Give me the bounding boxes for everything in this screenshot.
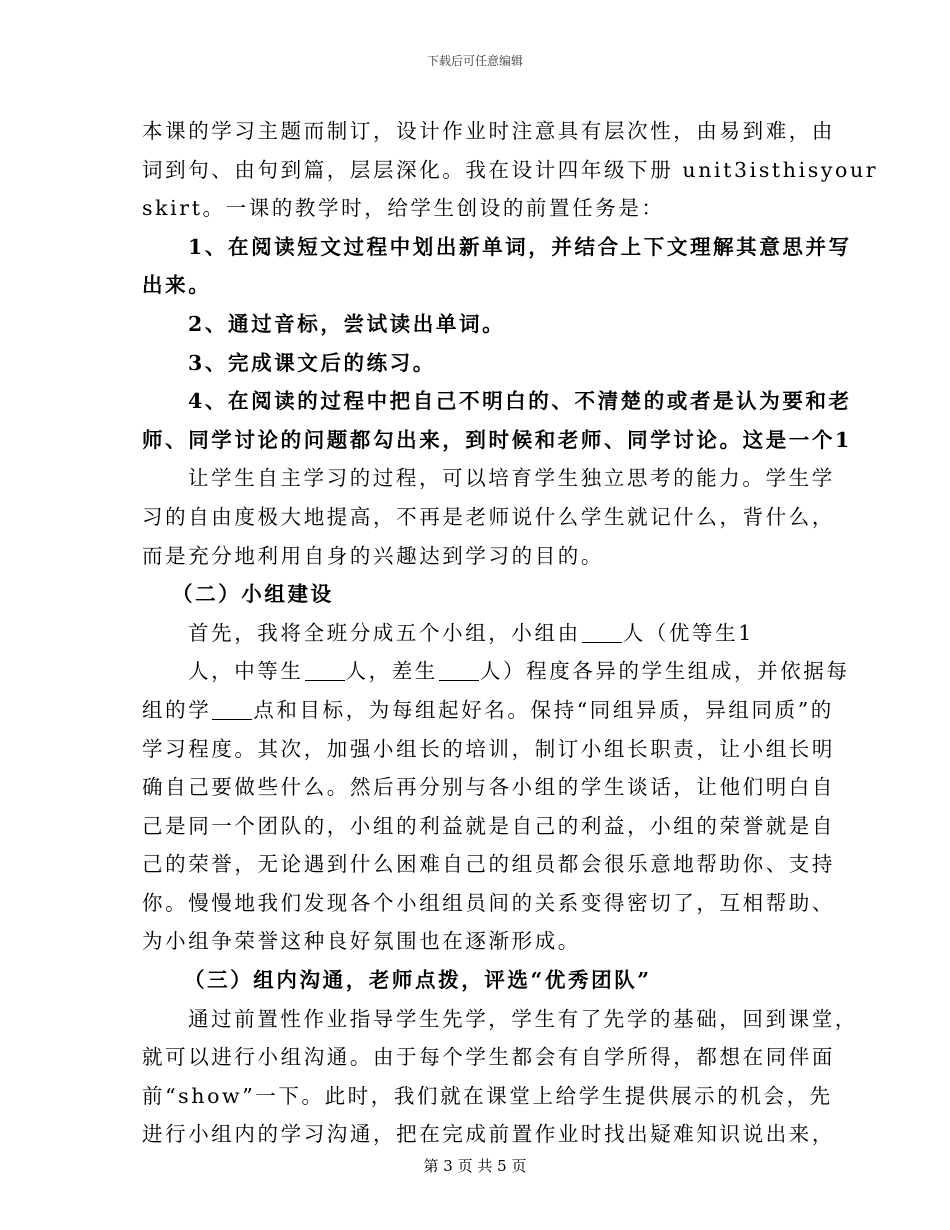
paragraph-line: 通过前置性作业指导学生先学，学生有了先学的基础，回到课堂， <box>188 1006 858 1031</box>
paragraph-line: 为小组争荣誉这种良好氛围也在逐渐形成。 <box>142 929 581 954</box>
text-segment: 首先，我将全班分成五个小组，小组由 <box>188 620 581 645</box>
paragraph-line: 你。慢慢地我们发现各个小组组员间的关系变得密切了，互相帮助、 <box>142 890 835 915</box>
paragraph-line: 己的荣誉，无论遇到什么困难自己的组员都会很乐意地帮助你、支持 <box>142 852 835 877</box>
task-item-1: 1、在阅读短文过程中划出新单词，并结合上下文理解其意思并写 <box>188 234 852 259</box>
paragraph-line: 词到句、由句到篇，层层深化。我在设计四年级下册 unit3isthisyour <box>142 157 879 182</box>
page-header: 下载后可任意编辑 <box>426 54 523 68</box>
text-segment: 人，差生 <box>345 659 438 684</box>
task-item-4: 4、在阅读的过程中把自己不明白的、不清楚的或者是认为要和老 <box>188 389 852 414</box>
blank-underline <box>212 698 252 720</box>
text-segment: 点和目标，为每组起好名。保持“同组异质，异组同质”的 <box>253 697 834 722</box>
paragraph-line: 前“show”一下。此时，我们就在课堂上给学生提供展示的机会，先 <box>142 1083 833 1108</box>
paragraph-line: 确自己要做些什么。然后再分别与各小组的学生谈话，让他们明白自 <box>142 775 835 800</box>
text-segment: 组的学 <box>142 697 212 722</box>
task-item-2: 2、通过音标，尝试读出单词。 <box>188 311 506 336</box>
task-item-1-cont: 出来。 <box>142 273 212 298</box>
text-segment: 人（优等生1 <box>622 620 754 645</box>
paragraph-line: 学习程度。其次，加强小组长的培训，制订小组长职责，让小组长明 <box>142 736 835 761</box>
paragraph-line <box>142 614 814 653</box>
paragraph-line: skirt。一课的教学时，给学生创设的前置任务是： <box>142 196 665 221</box>
paragraph-line <box>142 691 834 730</box>
paragraph-line: 就可以进行小组沟通。由于每个学生都会有自学所得，都想在同伴面 <box>142 1045 835 1070</box>
section-heading-2: （二）小组建设 <box>172 582 334 607</box>
section-heading-3: （三）组内沟通，老师点拨，评选“优秀团队” <box>184 968 652 993</box>
blank-underline <box>305 660 345 682</box>
blank-underline <box>582 621 622 643</box>
paragraph-line: 习的自由度极大地提高，不再是老师说什么学生就记什么，背什么， <box>142 504 835 529</box>
text-segment: 人，中等生 <box>188 659 304 684</box>
paragraph-line: 而是充分地利用自身的兴趣达到学习的目的。 <box>142 543 604 568</box>
blank-underline <box>439 660 479 682</box>
task-item-4-cont: 师、同学讨论的问题都勾出来，到时候和老师、同学讨论。这是一个1 <box>142 427 852 452</box>
task-item-3: 3、完成课文后的练习。 <box>188 350 436 375</box>
paragraph-line: 进行小组内的学习沟通，把在完成前置作业时找出疑难知识说出来， <box>142 1122 835 1147</box>
paragraph-line: 让学生自主学习的过程，可以培育学生独立思考的能力。学生学 <box>188 466 835 491</box>
document-body <box>142 112 879 1154</box>
page-footer: 第 3 页 共 5 页 <box>423 1157 527 1175</box>
text-segment: 人）程度各异的学生组成，并依据每 <box>479 659 850 684</box>
paragraph-line: 己是同一个团队的，小组的利益就是自己的利益，小组的荣誉就是自 <box>142 813 835 838</box>
paragraph-line <box>142 652 850 691</box>
paragraph-line: 本课的学习主题而制订，设计作业时注意具有层次性，由易到难，由 <box>142 119 835 143</box>
